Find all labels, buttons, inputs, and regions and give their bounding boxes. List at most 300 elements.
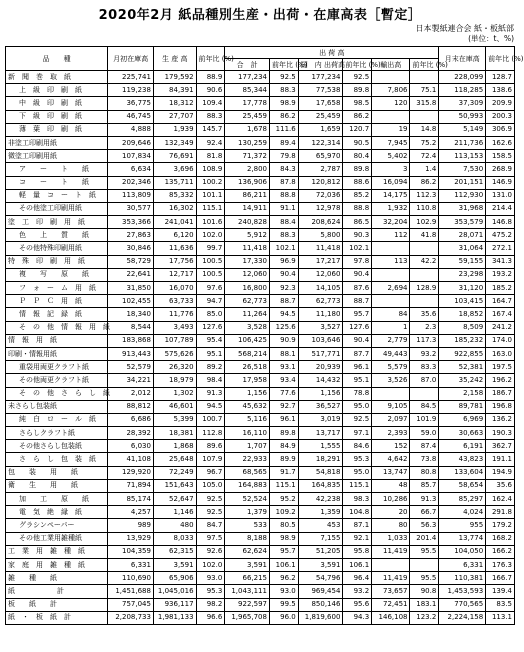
table-cell: 5,912 — [225, 229, 270, 242]
table-cell: 95.1 — [196, 347, 225, 360]
table-cell: 90.4 — [343, 334, 372, 347]
table-cell: 88.6 — [343, 176, 372, 189]
table-cell: 112.8 — [196, 427, 225, 440]
row-label: Ｐ Ｐ Ｃ 用 紙 — [6, 295, 108, 308]
row-label: その他塗工印刷用紙 — [6, 202, 108, 215]
table-cell: 6,191 — [439, 440, 486, 453]
table-cell: 96.7 — [196, 466, 225, 479]
table-cell: 136,906 — [225, 176, 270, 189]
table-cell: 75.1 — [410, 84, 439, 97]
table-cell — [410, 71, 439, 84]
table-cell: 16,110 — [225, 427, 270, 440]
table-cell: 7,806 — [372, 84, 410, 97]
table-cell: 31,968 — [439, 202, 486, 215]
row-label: その他工業用雑種紙 — [6, 532, 108, 545]
table-cell: 77,538 — [298, 84, 343, 97]
table-cell: 109.2 — [269, 506, 298, 519]
table-cell: 2,800 — [225, 163, 270, 176]
table-cell: 12,060 — [225, 268, 270, 281]
table-cell: 95.3 — [343, 453, 372, 466]
table-cell: 164,883 — [225, 479, 270, 492]
table-row — [6, 519, 515, 532]
table-cell: 272.1 — [486, 242, 515, 255]
row-label: 板 紙 計 — [6, 598, 108, 611]
table-cell: 58,654 — [439, 479, 486, 492]
production-table — [5, 46, 524, 625]
table-row — [6, 150, 515, 163]
table-cell: 92.6 — [196, 545, 225, 558]
table-cell: 92.5 — [343, 413, 372, 426]
table-cell: 92.5 — [196, 506, 225, 519]
table-cell: 14.8 — [410, 123, 439, 136]
table-row — [6, 466, 515, 479]
table-cell: 23,298 — [439, 268, 486, 281]
table-cell: 92.5 — [269, 71, 298, 84]
table-cell: 197.5 — [486, 361, 515, 374]
table-cell: 106.1 — [269, 558, 298, 571]
row-label: 特 殊 印 刷 用 紙 — [6, 255, 108, 268]
table-cell: 84.3 — [269, 163, 298, 176]
table-cell: 5,402 — [372, 150, 410, 163]
table-cell: 16,094 — [372, 176, 410, 189]
table-cell: 79.8 — [269, 150, 298, 163]
row-label: 微塗工印刷用紙 — [6, 150, 108, 163]
table-cell: 17,217 — [298, 255, 343, 268]
table-row — [6, 479, 515, 492]
table-cell: 84,391 — [153, 84, 196, 97]
table-cell: 922,597 — [225, 598, 270, 611]
row-label: 衛 生 用 紙 — [6, 479, 108, 492]
table-cell: 14,432 — [298, 374, 343, 387]
table-cell: 84.9 — [269, 440, 298, 453]
table-cell: 1,043,111 — [225, 585, 270, 598]
table-cell: 94.3 — [343, 611, 372, 624]
table-row — [6, 71, 515, 84]
table-cell: 922,855 — [439, 347, 486, 360]
table-row — [6, 558, 515, 571]
table-cell: 268.9 — [486, 163, 515, 176]
table-cell: 11,776 — [153, 308, 196, 321]
table-cell: 115.1 — [269, 479, 298, 492]
row-label: グラシンペーパー — [6, 519, 108, 532]
table-cell: 85.2 — [343, 189, 372, 202]
row-label: その他両更クラフト紙 — [6, 374, 108, 387]
table-cell: 2,208,733 — [108, 611, 154, 624]
table-cell: 25,459 — [225, 110, 270, 123]
table-cell: 94.5 — [269, 308, 298, 321]
table-cell: 86.5 — [343, 216, 372, 229]
table-cell: 193.2 — [486, 268, 515, 281]
table-cell: 96.6 — [196, 611, 225, 624]
table-cell: 575,626 — [153, 347, 196, 360]
table-cell: 16,800 — [225, 282, 270, 295]
table-cell: 85.0 — [196, 308, 225, 321]
table-cell: 158.5 — [486, 150, 515, 163]
organization-label: 日本製紙連合会 紙・板紙部 — [415, 24, 514, 33]
table-row — [6, 321, 515, 334]
table-cell: 16,070 — [153, 282, 196, 295]
row-label: 電 気 絶 縁 紙 — [6, 506, 108, 519]
table-cell: 92.4 — [196, 136, 225, 149]
table-cell — [372, 110, 410, 123]
table-cell: 4,257 — [108, 506, 154, 519]
table-cell: 1,659 — [298, 123, 343, 136]
row-label: 雑 種 紙 — [6, 572, 108, 585]
table-cell: 12,978 — [298, 202, 343, 215]
table-row — [6, 347, 515, 360]
table-cell: 101.6 — [196, 216, 225, 229]
table-cell: 88.3 — [269, 229, 298, 242]
table-cell: 17,658 — [298, 97, 343, 110]
table-row — [6, 136, 515, 149]
table-cell: 92.3 — [269, 282, 298, 295]
table-cell: 99.7 — [196, 242, 225, 255]
table-cell: 86,211 — [225, 189, 270, 202]
table-cell: 186.7 — [486, 387, 515, 400]
table-cell: 306.9 — [486, 123, 515, 136]
table-cell: 6,331 — [108, 558, 154, 571]
table-cell: 241.2 — [486, 321, 515, 334]
table-cell: 27,707 — [153, 110, 196, 123]
table-cell: 88.8 — [343, 202, 372, 215]
table-cell: 76,691 — [153, 150, 196, 163]
table-cell: 92.5 — [196, 493, 225, 506]
table-cell: 90.4 — [343, 268, 372, 281]
table-cell: 36,775 — [108, 97, 154, 110]
table-cell — [410, 558, 439, 571]
table-row — [6, 545, 515, 558]
table-cell: 113 — [372, 255, 410, 268]
table-cell: 100.2 — [196, 176, 225, 189]
table-cell: 17,958 — [225, 374, 270, 387]
table-cell: 48 — [372, 479, 410, 492]
table-cell: 18,852 — [439, 308, 486, 321]
table-cell: 7,530 — [439, 163, 486, 176]
table-cell: 30,846 — [108, 242, 154, 255]
table-cell: 90.4 — [269, 268, 298, 281]
table-cell — [372, 295, 410, 308]
table-cell: 31,120 — [439, 282, 486, 295]
row-label: 情 報 用 紙 — [6, 334, 108, 347]
table-row — [6, 440, 515, 453]
table-cell: 96.1 — [269, 413, 298, 426]
table-cell: 95.3 — [196, 585, 225, 598]
table-cell: 96.0 — [269, 611, 298, 624]
table-cell: 164.7 — [486, 295, 515, 308]
table-cell: 35,242 — [439, 374, 486, 387]
table-cell: 475.2 — [486, 229, 515, 242]
table-cell: 315.8 — [410, 97, 439, 110]
table-cell: 97.8 — [343, 255, 372, 268]
table-cell: 88.4 — [269, 216, 298, 229]
table-cell: 185.2 — [486, 282, 515, 295]
table-cell: 52,381 — [439, 361, 486, 374]
table-cell: 88.9 — [196, 71, 225, 84]
table-cell — [372, 242, 410, 255]
table-cell: 88.7 — [343, 295, 372, 308]
table-cell: 83.3 — [410, 361, 439, 374]
table-cell: 62,773 — [225, 295, 270, 308]
table-cell: 32,204 — [372, 216, 410, 229]
table-cell: 5,399 — [153, 413, 196, 426]
table-cell: 533 — [225, 519, 270, 532]
table-row — [6, 295, 515, 308]
table-cell: 102.1 — [269, 242, 298, 255]
table-cell: 77.6 — [269, 387, 298, 400]
table-cell: 936,117 — [153, 598, 196, 611]
table-cell: 92.1 — [343, 532, 372, 545]
table-cell: 480 — [153, 519, 196, 532]
table-cell: 107,789 — [153, 334, 196, 347]
table-cell: 120.7 — [343, 123, 372, 136]
table-cell: 65,970 — [298, 150, 343, 163]
table-cell: 190.3 — [486, 427, 515, 440]
table-cell: 95.2 — [269, 493, 298, 506]
table-cell: 26,320 — [153, 361, 196, 374]
header-closing-yoy: 前年比 (%) — [486, 47, 515, 71]
table-cell: 112,930 — [439, 189, 486, 202]
table-cell: 62,315 — [153, 545, 196, 558]
table-cell: 71,372 — [225, 150, 270, 163]
table-cell: 90.6 — [196, 84, 225, 97]
row-label: 包 装 用 紙 — [6, 466, 108, 479]
table-cell: 84 — [372, 308, 410, 321]
table-cell: 9,105 — [372, 400, 410, 413]
table-cell: 209,646 — [108, 136, 154, 149]
table-cell: 91.3 — [196, 387, 225, 400]
table-cell: 102.1 — [343, 242, 372, 255]
table-cell: 80.4 — [343, 150, 372, 163]
table-cell: 62,624 — [225, 545, 270, 558]
table-cell: 100.5 — [196, 255, 225, 268]
table-cell: 146,108 — [372, 611, 410, 624]
row-label: 紙 計 — [6, 585, 108, 598]
header-production: 生 産 高 — [153, 47, 196, 71]
table-cell: 18,381 — [153, 427, 196, 440]
table-cell: 104,050 — [439, 545, 486, 558]
table-cell: 955 — [439, 519, 486, 532]
table-cell: 1,359 — [298, 506, 343, 519]
table-cell: 34,221 — [108, 374, 154, 387]
table-cell: 87.8 — [269, 176, 298, 189]
table-cell: 3,591 — [298, 558, 343, 571]
table-cell: 98.5 — [343, 97, 372, 110]
table-cell: 2,779 — [372, 334, 410, 347]
table-cell: 35.6 — [486, 479, 515, 492]
table-cell: 104.8 — [343, 506, 372, 519]
table-cell: 87.6 — [343, 282, 372, 295]
table-cell: 166.7 — [486, 572, 515, 585]
table-cell: 68,565 — [225, 466, 270, 479]
table-cell: 2,158 — [439, 387, 486, 400]
table-cell: 12,060 — [298, 268, 343, 281]
table-cell: 30,577 — [108, 202, 154, 215]
table-cell: 18,979 — [153, 374, 196, 387]
table-cell: 1,981,133 — [153, 611, 196, 624]
table-cell: 101.1 — [196, 189, 225, 202]
table-row — [6, 268, 515, 281]
table-cell: 132,349 — [153, 136, 196, 149]
table-cell: 88.1 — [269, 347, 298, 360]
table-cell: 3,527 — [298, 321, 343, 334]
table-cell: 1 — [372, 321, 410, 334]
table-cell: 95.7 — [269, 545, 298, 558]
table-cell: 113.1 — [486, 611, 515, 624]
header-total-yoy: 前年比 (%) — [269, 59, 298, 71]
header-dom-yoy: 前年比 (%) — [343, 59, 372, 71]
table-cell: 103,415 — [439, 295, 486, 308]
table-cell: 133,604 — [439, 466, 486, 479]
table-cell: 913,443 — [108, 347, 154, 360]
table-cell: 56.3 — [410, 519, 439, 532]
table-cell: 191.1 — [486, 453, 515, 466]
table-cell: 6,686 — [108, 413, 154, 426]
table-row — [6, 532, 515, 545]
table-cell: 6,120 — [153, 229, 196, 242]
table-cell: 98.4 — [196, 374, 225, 387]
header-domestic: 国 内 出荷高 — [298, 59, 343, 71]
table-cell: 49,443 — [372, 347, 410, 360]
row-label: 純 白 ロ ー ル 紙 — [6, 413, 108, 426]
table-cell: 162.6 — [486, 136, 515, 149]
table-cell: 90.3 — [343, 229, 372, 242]
table-cell: 98.3 — [343, 493, 372, 506]
table-cell — [410, 387, 439, 400]
table-cell: 43,823 — [439, 453, 486, 466]
table-cell: 177,234 — [225, 71, 270, 84]
table-cell: 86.2 — [343, 110, 372, 123]
table-cell: 102.0 — [196, 558, 225, 571]
table-cell: 122,314 — [298, 136, 343, 149]
table-cell: 200.3 — [486, 110, 515, 123]
table-cell: 13,929 — [108, 532, 154, 545]
table-cell: 63,733 — [153, 295, 196, 308]
header-item: 品 種 — [6, 47, 108, 71]
table-cell: 28,071 — [439, 229, 486, 242]
table-cell: 71,894 — [108, 479, 154, 492]
table-cell: 91.3 — [410, 493, 439, 506]
table-cell: 25,648 — [153, 453, 196, 466]
table-cell: 26,518 — [225, 361, 270, 374]
table-cell: 1,453,593 — [439, 585, 486, 598]
table-cell: 353,366 — [108, 216, 154, 229]
table-cell: 119,238 — [108, 84, 154, 97]
table-cell: 3 — [372, 163, 410, 176]
header-prod-yoy: 前年比 (%) — [196, 47, 225, 71]
table-cell: 52,579 — [108, 361, 154, 374]
table-cell: 1,379 — [225, 506, 270, 519]
table-cell: 1,156 — [298, 387, 343, 400]
table-cell: 37,309 — [439, 97, 486, 110]
table-cell: 8,188 — [225, 532, 270, 545]
table-cell: 3,591 — [153, 558, 196, 571]
table-cell: 95.0 — [343, 400, 372, 413]
table-cell: 167.4 — [486, 308, 515, 321]
table-cell: 85,174 — [108, 493, 154, 506]
table-cell: 770,565 — [439, 598, 486, 611]
table-cell: 11,636 — [153, 242, 196, 255]
table-cell: 757,045 — [108, 598, 154, 611]
table-cell: 85,297 — [439, 493, 486, 506]
row-label: 未さらし包装紙 — [6, 400, 108, 413]
table-cell: 96.1 — [343, 361, 372, 374]
row-label: 情 報 記 録 紙 — [6, 308, 108, 321]
table-cell: 95.4 — [196, 334, 225, 347]
table-cell: 113,153 — [439, 150, 486, 163]
table-cell: 568,214 — [225, 347, 270, 360]
table-cell: 115.1 — [343, 479, 372, 492]
table-cell: 102.9 — [410, 216, 439, 229]
table-cell: 176.3 — [486, 558, 515, 571]
table-row — [6, 84, 515, 97]
table-cell: 97.1 — [343, 427, 372, 440]
table-cell: 241,041 — [153, 216, 196, 229]
table-cell: 152 — [372, 440, 410, 453]
table-cell: 1,932 — [372, 202, 410, 215]
table-cell: 4,888 — [108, 123, 154, 136]
table-cell: 111.6 — [269, 123, 298, 136]
table-cell: 201,151 — [439, 176, 486, 189]
table-cell — [372, 71, 410, 84]
table-cell: 41,108 — [108, 453, 154, 466]
table-cell: 151,643 — [153, 479, 196, 492]
table-cell: 89.6 — [196, 440, 225, 453]
table-cell: 120 — [372, 97, 410, 110]
row-label: 加 工 原 紙 — [6, 493, 108, 506]
table-cell: 4,642 — [372, 453, 410, 466]
table-cell: 102.0 — [196, 229, 225, 242]
table-cell: 16,302 — [153, 202, 196, 215]
table-cell: 183,868 — [108, 334, 154, 347]
table-cell: 99.5 — [269, 598, 298, 611]
row-label: 中 級 印 刷 紙 — [6, 97, 108, 110]
row-label: 家 庭 用 雑 種 紙 — [6, 558, 108, 571]
header-opening: 月初在庫高 — [108, 47, 154, 71]
table-cell: 95.6 — [343, 598, 372, 611]
table-cell: 146.8 — [486, 216, 515, 229]
table-cell: 46,745 — [108, 110, 154, 123]
table-cell: 129,920 — [108, 466, 154, 479]
table-cell: 89.8 — [343, 163, 372, 176]
table-cell: 98.9 — [269, 532, 298, 545]
table-cell: 125.6 — [269, 321, 298, 334]
table-cell: 194.9 — [486, 466, 515, 479]
table-cell: 36,527 — [298, 400, 343, 413]
table-cell: 174.0 — [486, 334, 515, 347]
table-cell: 130,259 — [225, 136, 270, 149]
table-cell: 517,771 — [298, 347, 343, 360]
table-row — [6, 189, 515, 202]
table-row — [6, 453, 515, 466]
table-cell: 8,033 — [153, 532, 196, 545]
table-cell: 196.2 — [486, 374, 515, 387]
table-row — [6, 427, 515, 440]
table-cell: 362.7 — [486, 440, 515, 453]
table-cell: 8,544 — [108, 321, 154, 334]
table-cell: 11,180 — [298, 308, 343, 321]
table-cell: 96.4 — [343, 572, 372, 585]
table-cell: 84.6 — [343, 440, 372, 453]
table-cell: 228,099 — [439, 71, 486, 84]
table-cell: 1,707 — [225, 440, 270, 453]
table-cell: 41.8 — [410, 229, 439, 242]
table-cell: 17,756 — [153, 255, 196, 268]
table-cell: 72.4 — [410, 150, 439, 163]
row-label: コ ー ト 紙 — [6, 176, 108, 189]
table-cell: 163.0 — [486, 347, 515, 360]
row-label: さ ら し 包 装 紙 — [6, 453, 108, 466]
table-cell: 14,105 — [298, 282, 343, 295]
